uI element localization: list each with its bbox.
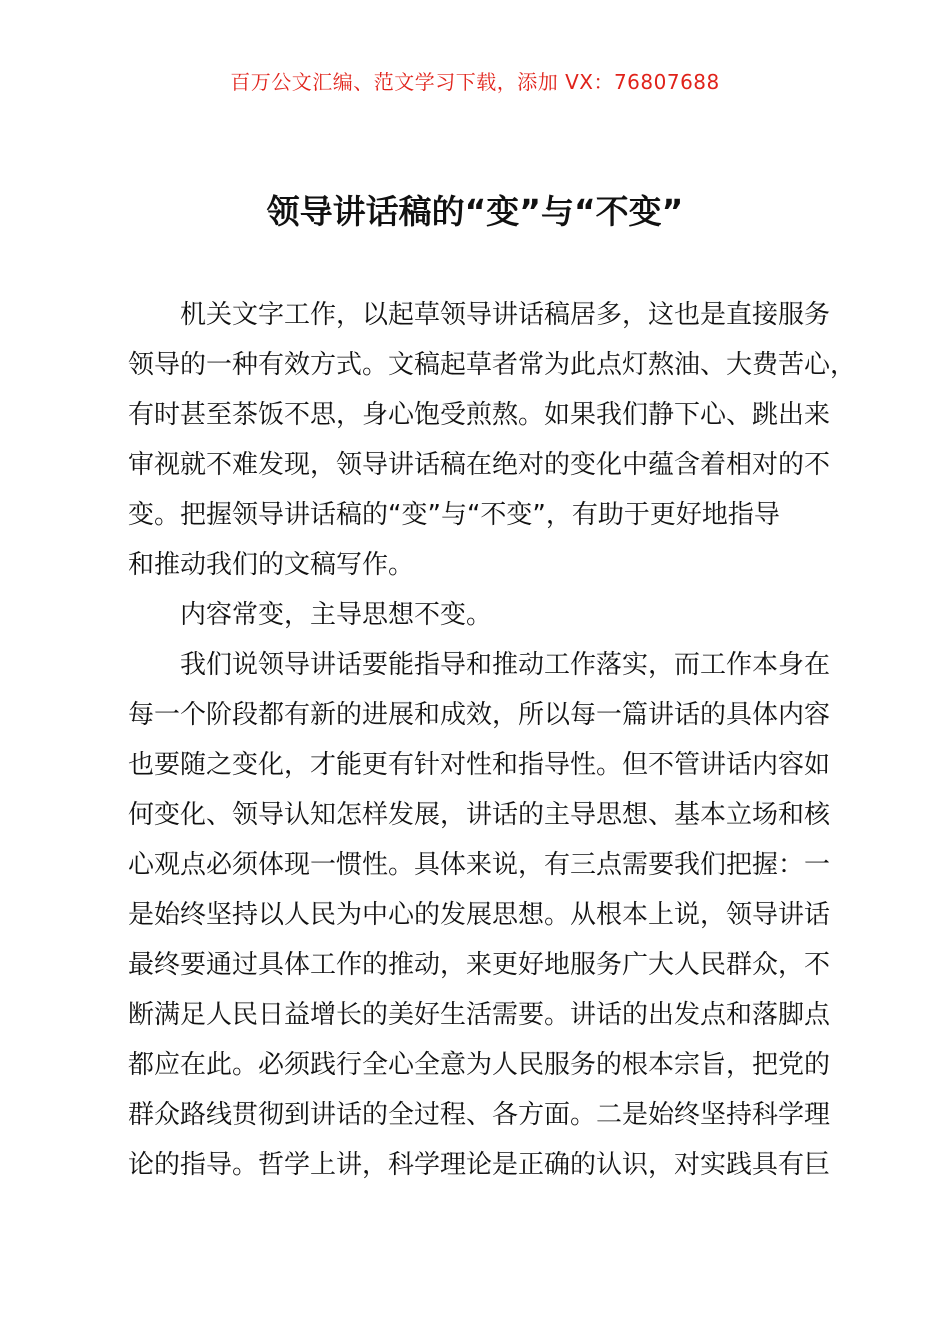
text-line: 最终要通过具体工作的推动，来更好地服务广大人民群众，不 xyxy=(128,950,831,980)
text-line: 内容常变，主导思想不变。 xyxy=(180,600,493,630)
text-line: 机关文字工作，以起草领导讲话稿居多，这也是直接服务 xyxy=(180,300,831,330)
text-line: 变。把握领导讲话稿的“变”与“不变”，有助于更好地指导 xyxy=(128,500,780,530)
paragraph-body xyxy=(128,640,831,1190)
text-line: 我们说领导讲话要能指导和推动工作落实，而工作本身在 xyxy=(180,650,831,680)
text-line: 论的指导。哲学上讲，科学理论是正确的认识，对实践具有巨 xyxy=(128,1150,831,1180)
text-line: 断满足人民日益增长的美好生活需要。讲话的出发点和落脚点 xyxy=(128,1000,831,1030)
text-line: 审视就不难发现，领导讲话稿在绝对的变化中蕴含着相对的不 xyxy=(128,450,831,480)
paragraph-intro xyxy=(128,290,857,590)
text-line: 群众路线贯彻到讲话的全过程、各方面。二是始终坚持科学理 xyxy=(128,1100,831,1130)
text-line: 和推动我们的文稿写作。 xyxy=(128,550,415,580)
document-body xyxy=(128,290,857,1190)
text-line: 心观点必须体现一惯性。具体来说，有三点需要我们把握：一 xyxy=(128,850,831,880)
text-line: 有时甚至茶饭不思，身心饱受煎熬。如果我们静下心、跳出来 xyxy=(128,400,831,430)
text-line: 也要随之变化，才能更有针对性和指导性。但不管讲话内容如 xyxy=(128,750,831,780)
document-title: 领导讲话稿的“变”与“不变” xyxy=(266,192,684,231)
text-line: 何变化、领导认知怎样发展，讲话的主导思想、基本立场和核 xyxy=(128,800,831,830)
paragraph-subheading xyxy=(128,590,828,640)
text-line: 都应在此。必须践行全心全意为人民服务的根本宗旨，把党的 xyxy=(128,1050,831,1080)
header-watermark: 百万公文汇编、范文学习下载，添加 VX：76807688 xyxy=(230,70,720,94)
text-line: 是始终坚持以人民为中心的发展思想。从根本上说，领导讲话 xyxy=(128,900,831,930)
text-line: 领导的一种有效方式。文稿起草者常为此点灯熬油、大费苦心， xyxy=(128,350,857,380)
text-line: 每一个阶段都有新的进展和成效，所以每一篇讲话的具体内容 xyxy=(128,700,831,730)
